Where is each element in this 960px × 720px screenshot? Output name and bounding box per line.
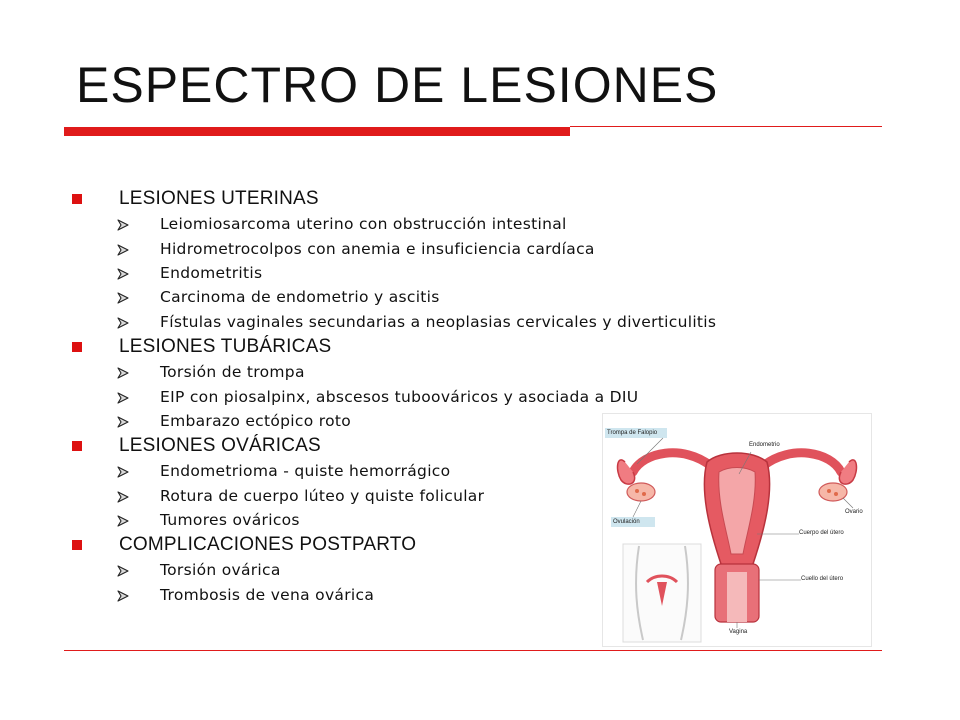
list-item-text: Embarazo ectópico roto xyxy=(160,411,352,430)
arrow-bullet-icon xyxy=(116,242,130,256)
square-bullet-icon xyxy=(72,441,82,451)
section-heading: LESIONES UTERINAS xyxy=(119,188,319,209)
list-item-text: Fístulas vaginales secundarias a neoplasias cervicales y diverticulitis xyxy=(160,312,717,331)
list-item-text: EIP con piosalpinx, abscesos tuboováricos y asociada a DIU xyxy=(160,387,639,406)
list-item-text: Hidrometrocolpos con anemia e insuficiencia cardíaca xyxy=(160,239,595,258)
arrow-bullet-icon xyxy=(116,464,130,478)
section-heading-row xyxy=(72,186,872,212)
footer-rule xyxy=(64,650,882,651)
label-cervix: Cuello del útero xyxy=(801,576,844,582)
square-bullet-icon xyxy=(72,342,82,352)
list-item-text: Torsión ovárica xyxy=(160,561,281,580)
sub-bullet-list xyxy=(72,212,872,334)
list-item-text: Endometrioma - quiste hemorrágico xyxy=(160,462,451,481)
section-heading-row xyxy=(72,334,872,360)
arrow-bullet-icon xyxy=(116,315,130,329)
list-item xyxy=(72,384,872,408)
list-item-text: Leiomiosarcoma uterino con obstrucción intestinal xyxy=(160,215,567,234)
list-item xyxy=(72,310,872,334)
section xyxy=(72,186,872,334)
label-ovary: Ovario xyxy=(845,509,863,515)
arrow-bullet-icon xyxy=(116,414,130,428)
arrow-bullet-icon xyxy=(116,390,130,404)
slide-title: ESPECTRO DE LESIONES xyxy=(76,57,719,113)
square-bullet-icon xyxy=(72,540,82,550)
label-vagina: Vagina xyxy=(729,629,748,635)
label-endometrium: Endometrio xyxy=(749,442,780,448)
list-item-text: Tumores ováricos xyxy=(160,511,300,530)
arrow-bullet-icon xyxy=(116,489,130,503)
list-item-text: Rotura de cuerpo lúteo y quiste folicular xyxy=(160,486,485,505)
list-item xyxy=(72,360,872,384)
list-item xyxy=(72,212,872,236)
section-heading: COMPLICACIONES POSTPARTO xyxy=(119,534,417,556)
arrow-bullet-icon xyxy=(116,513,130,527)
uterus-anatomy-illustration xyxy=(602,413,872,647)
list-item xyxy=(72,236,872,260)
section-heading: LESIONES TUBÁRICAS xyxy=(119,335,332,357)
arrow-bullet-icon xyxy=(116,290,130,304)
arrow-bullet-icon xyxy=(116,588,130,602)
list-item xyxy=(72,261,872,285)
list-item-text: Trombosis de vena ovárica xyxy=(160,585,375,604)
label-fallopian-tube: Trompa de Falopio xyxy=(607,430,658,436)
list-item-text: Endometritis xyxy=(160,263,263,282)
list-item xyxy=(72,285,872,309)
label-uterus-body: Cuerpo del útero xyxy=(799,530,844,536)
title-thin-rule xyxy=(570,126,882,127)
section-heading: LESIONES OVÁRICAS xyxy=(119,435,321,457)
title-accent-rule xyxy=(64,127,570,136)
arrow-bullet-icon xyxy=(116,266,130,280)
arrow-bullet-icon xyxy=(116,217,130,231)
arrow-bullet-icon xyxy=(116,365,130,379)
list-item-text: Carcinoma de endometrio y ascitis xyxy=(160,288,440,307)
label-ovulation: Ovulación xyxy=(613,519,640,525)
arrow-bullet-icon xyxy=(116,563,130,577)
square-bullet-icon xyxy=(72,194,82,204)
list-item-text: Torsión de trompa xyxy=(160,363,305,382)
